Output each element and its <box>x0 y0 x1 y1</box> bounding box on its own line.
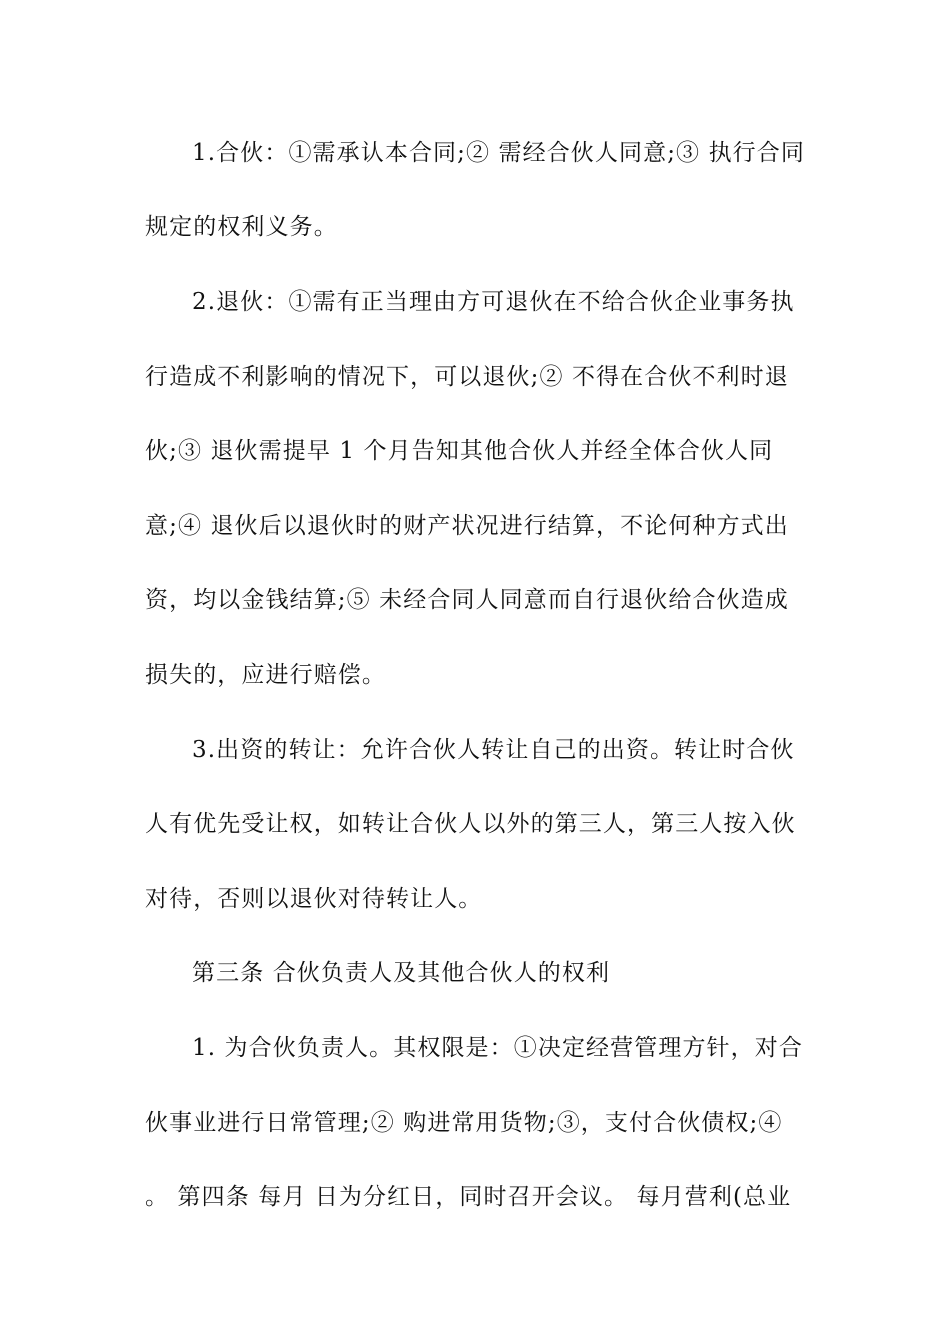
paragraph-1-line-1: 1.合伙：①需承认本合同;② 需经合伙人同意;③ 执行合同 <box>192 140 805 166</box>
paragraph-2-line-2: 行造成不利影响的情况下，可以退伙;② 不得在合伙不利时退 <box>145 364 789 390</box>
paragraph-4-line-2: 伙事业进行日常管理;② 购进常用货物;③，支付合伙债权;④ <box>145 1110 783 1136</box>
paragraph-2-line-6: 损失的，应进行赔偿。 <box>145 662 386 688</box>
paragraph-3-line-3: 对待，否则以退伙对待转让人。 <box>145 886 483 912</box>
paragraph-2-line-1: 2.退伙：①需有正当理由方可退伙在不给合伙企业事务执 <box>192 289 795 315</box>
paragraph-1-line-2: 规定的权利义务。 <box>145 214 338 240</box>
paragraph-4-line-1: 1. 为合伙负责人。其权限是：①决定经营管理方针，对合 <box>192 1035 803 1061</box>
paragraph-3-line-2: 人有优先受让权，如转让合伙人以外的第三人，第三人按入伙 <box>145 811 796 837</box>
paragraph-2-line-4: 意;④ 退伙后以退伙时的财产状况进行结算，不论何种方式出 <box>145 513 789 539</box>
section-heading-article-3: 第三条 合伙负责人及其他合伙人的权利 <box>192 960 611 986</box>
paragraph-3-line-1: 3.出资的转让：允许合伙人转让自己的出资。转让时合伙 <box>192 737 795 763</box>
paragraph-2-line-3: 伙;③ 退伙需提早 1 个月告知其他合伙人并经全体合伙人同 <box>145 438 774 464</box>
paragraph-2-line-5: 资，均以金钱结算;⑤ 未经合同人同意而自行退伙给合伙造成 <box>145 587 789 613</box>
paragraph-4-line-3: 。 第四条 每月 日为分红日，同时召开会议。 每月营利(总业 <box>145 1184 792 1210</box>
